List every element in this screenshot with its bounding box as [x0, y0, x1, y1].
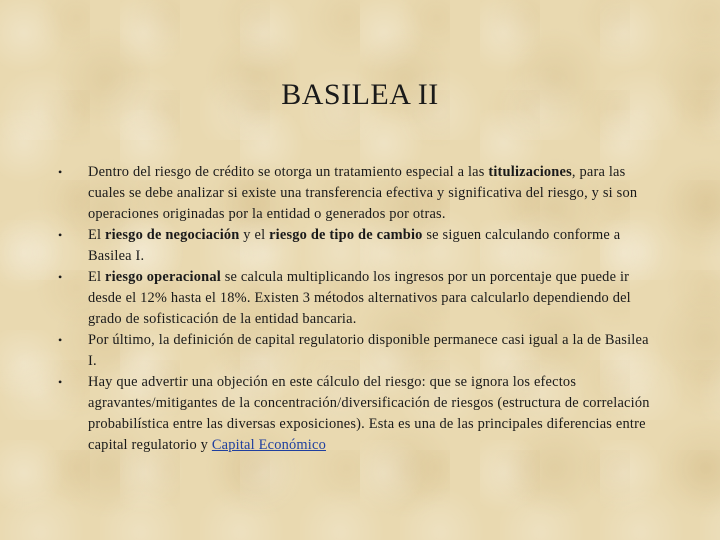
bullet-text: se siguen calculando conforme a Basilea I.	[88, 227, 621, 264]
bullet-list	[56, 162, 660, 456]
bullet-text: y el	[239, 227, 270, 243]
bold-term-operacional: riesgo operacional	[105, 269, 221, 285]
bold-term-tipo-cambio: riesgo de tipo de cambio	[269, 227, 423, 243]
bold-term-titulizaciones: titulizaciones	[488, 164, 572, 180]
bullet-text: El	[88, 227, 105, 243]
bullet-item-objecion	[56, 372, 660, 456]
bullet-icon: •	[58, 228, 63, 242]
bold-term-negociacion: riesgo de negociación	[105, 227, 240, 243]
bullet-text: se calcula multiplicando los ingresos por un porcentaje que puede ir desde el 12% hasta el 18%. Existen 3 métodos alternativos para calcularlo dependiendo del grado de sofisticación de la entidad bancaria.	[88, 269, 631, 327]
bullet-text: El	[88, 269, 105, 285]
bullet-text: , para las cuales se debe analizar si existe una transferencia efectiva y significativa del riesgo, y si son operaciones originadas por la entidad o generados por otras.	[88, 164, 638, 222]
bullet-item-capital-regulatorio	[56, 330, 660, 372]
bullet-text: Dentro del riesgo de crédito se otorga un tratamiento especial a las	[88, 164, 489, 180]
bullet-icon: •	[58, 375, 63, 389]
slide-title: BASILEA II	[281, 78, 439, 111]
bullet-icon: •	[58, 270, 63, 284]
bullet-icon: •	[58, 165, 63, 179]
bullet-icon: •	[58, 333, 63, 347]
bullet-item-negociacion	[56, 225, 660, 267]
bullet-item-titulizaciones	[56, 162, 660, 225]
bullet-text: Por último, la definición de capital regulatorio disponible permanece casi igual a la de Basilea I.	[88, 332, 649, 369]
bullet-item-operacional	[56, 267, 660, 330]
capital-economico-link[interactable]: Capital Económico	[211, 437, 326, 453]
bullet-text: Hay que advertir una objeción en este cálculo del riesgo: que se ignora los efectos agravantes/mitigantes de la concentración/diversificación de riesgos (estructura de correlación probabilística entre las diversas exposiciones). Esta es una de las principales diferencias entre capital regulatorio y	[88, 374, 650, 453]
